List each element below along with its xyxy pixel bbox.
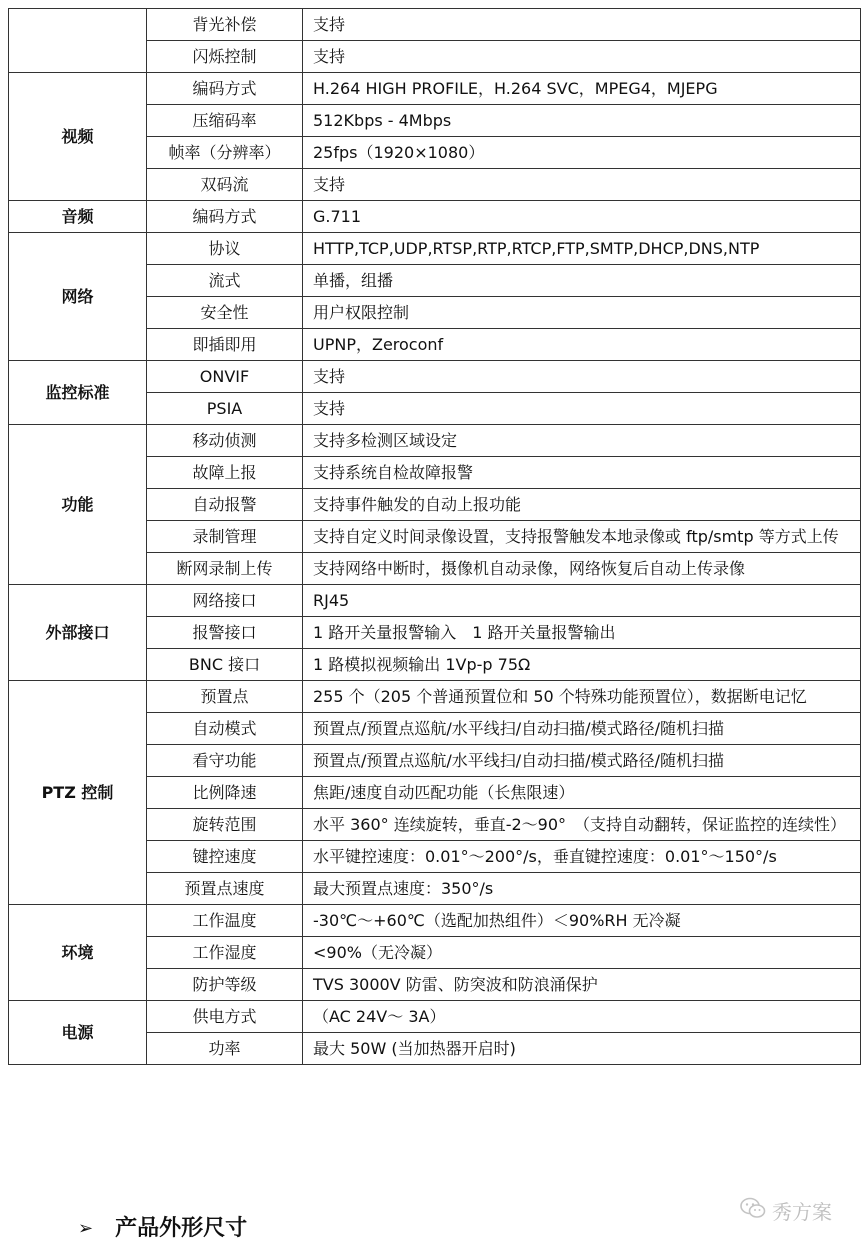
param-value: 支持 xyxy=(303,9,861,41)
param-value: 255 个（205 个普通预置位和 50 个特殊功能预置位），数据断电记忆 xyxy=(303,681,861,713)
param-name: 供电方式 xyxy=(147,1001,303,1033)
category-cell: 环境 xyxy=(9,905,147,1001)
category-cell: 视频 xyxy=(9,73,147,201)
param-name: 编码方式 xyxy=(147,73,303,105)
spec-table xyxy=(8,8,861,1065)
table-row xyxy=(9,905,861,937)
param-name: 键控速度 xyxy=(147,841,303,873)
param-value: 焦距/速度自动匹配功能（长焦限速） xyxy=(303,777,861,809)
param-value: 25fps（1920×1080） xyxy=(303,137,861,169)
category-cell: PTZ 控制 xyxy=(9,681,147,905)
param-name: 背光补偿 xyxy=(147,9,303,41)
param-name: 看守功能 xyxy=(147,745,303,777)
param-value: TVS 3000V 防雷、防突波和防浪涌保护 xyxy=(303,969,861,1001)
param-value: H.264 HIGH PROFILE，H.264 SVC，MPEG4，MJEPG xyxy=(303,73,861,105)
param-name: 报警接口 xyxy=(147,617,303,649)
param-name: 闪烁控制 xyxy=(147,41,303,73)
category-cell: 网络 xyxy=(9,233,147,361)
param-name: 帧率（分辨率） xyxy=(147,137,303,169)
param-name: 自动模式 xyxy=(147,713,303,745)
param-name: BNC 接口 xyxy=(147,649,303,681)
param-value: HTTP,TCP,UDP,RTSP,RTP,RTCP,FTP,SMTP,DHCP,DNS,NTP xyxy=(303,233,861,265)
param-name: 压缩码率 xyxy=(147,105,303,137)
param-value: 水平键控速度：0.01°～200°/s，垂直键控速度：0.01°～150°/s xyxy=(303,841,861,873)
param-name: 录制管理 xyxy=(147,521,303,553)
watermark-text: 秀方案 xyxy=(772,1200,832,1224)
param-value: 用户权限控制 xyxy=(303,297,861,329)
param-value: 512Kbps - 4Mbps xyxy=(303,105,861,137)
table-row xyxy=(9,425,861,457)
param-value: G.711 xyxy=(303,201,861,233)
param-name: PSIA xyxy=(147,393,303,425)
param-value: 支持系统自检故障报警 xyxy=(303,457,861,489)
watermark xyxy=(740,1196,832,1225)
param-name: 网络接口 xyxy=(147,585,303,617)
param-name: 编码方式 xyxy=(147,201,303,233)
wechat-icon xyxy=(740,1197,766,1224)
category-cell: 电源 xyxy=(9,1001,147,1065)
param-value: 水平 360° 连续旋转，垂直-2～90° （支持自动翻转，保证监控的连续性） xyxy=(303,809,861,841)
param-name: 流式 xyxy=(147,265,303,297)
param-value: 最大预置点速度：350°/s xyxy=(303,873,861,905)
param-value: 支持 xyxy=(303,361,861,393)
category-cell: 音频 xyxy=(9,201,147,233)
param-value: 预置点/预置点巡航/水平线扫/自动扫描/模式路径/随机扫描 xyxy=(303,745,861,777)
param-name: 移动侦测 xyxy=(147,425,303,457)
param-name: 断网录制上传 xyxy=(147,553,303,585)
param-value: 支持 xyxy=(303,393,861,425)
param-value: 1 路开关量报警输入 1 路开关量报警输出 xyxy=(303,617,861,649)
param-value: 最大 50W (当加热器开启时) xyxy=(303,1033,861,1065)
param-name: 自动报警 xyxy=(147,489,303,521)
section-heading xyxy=(78,1214,247,1244)
param-value: UPNP，Zeroconf xyxy=(303,329,861,361)
param-name: 工作湿度 xyxy=(147,937,303,969)
category-cell xyxy=(9,9,147,73)
param-name: 故障上报 xyxy=(147,457,303,489)
param-name: 工作温度 xyxy=(147,905,303,937)
param-value: 支持 xyxy=(303,169,861,201)
param-name: 比例降速 xyxy=(147,777,303,809)
param-value: 预置点/预置点巡航/水平线扫/自动扫描/模式路径/随机扫描 xyxy=(303,713,861,745)
table-row xyxy=(9,585,861,617)
param-value: 单播，组播 xyxy=(303,265,861,297)
param-value: 支持自定义时间录像设置，支持报警触发本地录像或 ftp/smtp 等方式上传 xyxy=(303,521,861,553)
table-row xyxy=(9,681,861,713)
bullet-arrow-icon: ➢ xyxy=(78,1218,94,1239)
param-name: 即插即用 xyxy=(147,329,303,361)
param-value: RJ45 xyxy=(303,585,861,617)
param-name: 预置点速度 xyxy=(147,873,303,905)
table-row xyxy=(9,9,861,41)
param-name: 安全性 xyxy=(147,297,303,329)
param-value: 支持多检测区域设定 xyxy=(303,425,861,457)
param-value: （AC 24V～ 3A） xyxy=(303,1001,861,1033)
param-name: 双码流 xyxy=(147,169,303,201)
param-value: -30℃～+60℃（选配加热组件）＜90%RH 无冷凝 xyxy=(303,905,861,937)
param-value: <90%（无冷凝） xyxy=(303,937,861,969)
param-value: 支持 xyxy=(303,41,861,73)
param-name: 预置点 xyxy=(147,681,303,713)
param-name: ONVIF xyxy=(147,361,303,393)
param-name: 旋转范围 xyxy=(147,809,303,841)
param-value: 支持事件触发的自动上报功能 xyxy=(303,489,861,521)
param-name: 防护等级 xyxy=(147,969,303,1001)
category-cell: 外部接口 xyxy=(9,585,147,681)
table-row xyxy=(9,233,861,265)
table-row xyxy=(9,361,861,393)
param-value: 支持网络中断时，摄像机自动录像，网络恢复后自动上传录像 xyxy=(303,553,861,585)
param-value: 1 路模拟视频输出 1Vp-p 75Ω xyxy=(303,649,861,681)
param-name: 功率 xyxy=(147,1033,303,1065)
table-row xyxy=(9,1001,861,1033)
category-cell: 监控标准 xyxy=(9,361,147,425)
category-cell: 功能 xyxy=(9,425,147,585)
table-row xyxy=(9,201,861,233)
param-name: 协议 xyxy=(147,233,303,265)
section-heading-text: 产品外形尺寸 xyxy=(115,1216,248,1241)
table-row xyxy=(9,73,861,105)
